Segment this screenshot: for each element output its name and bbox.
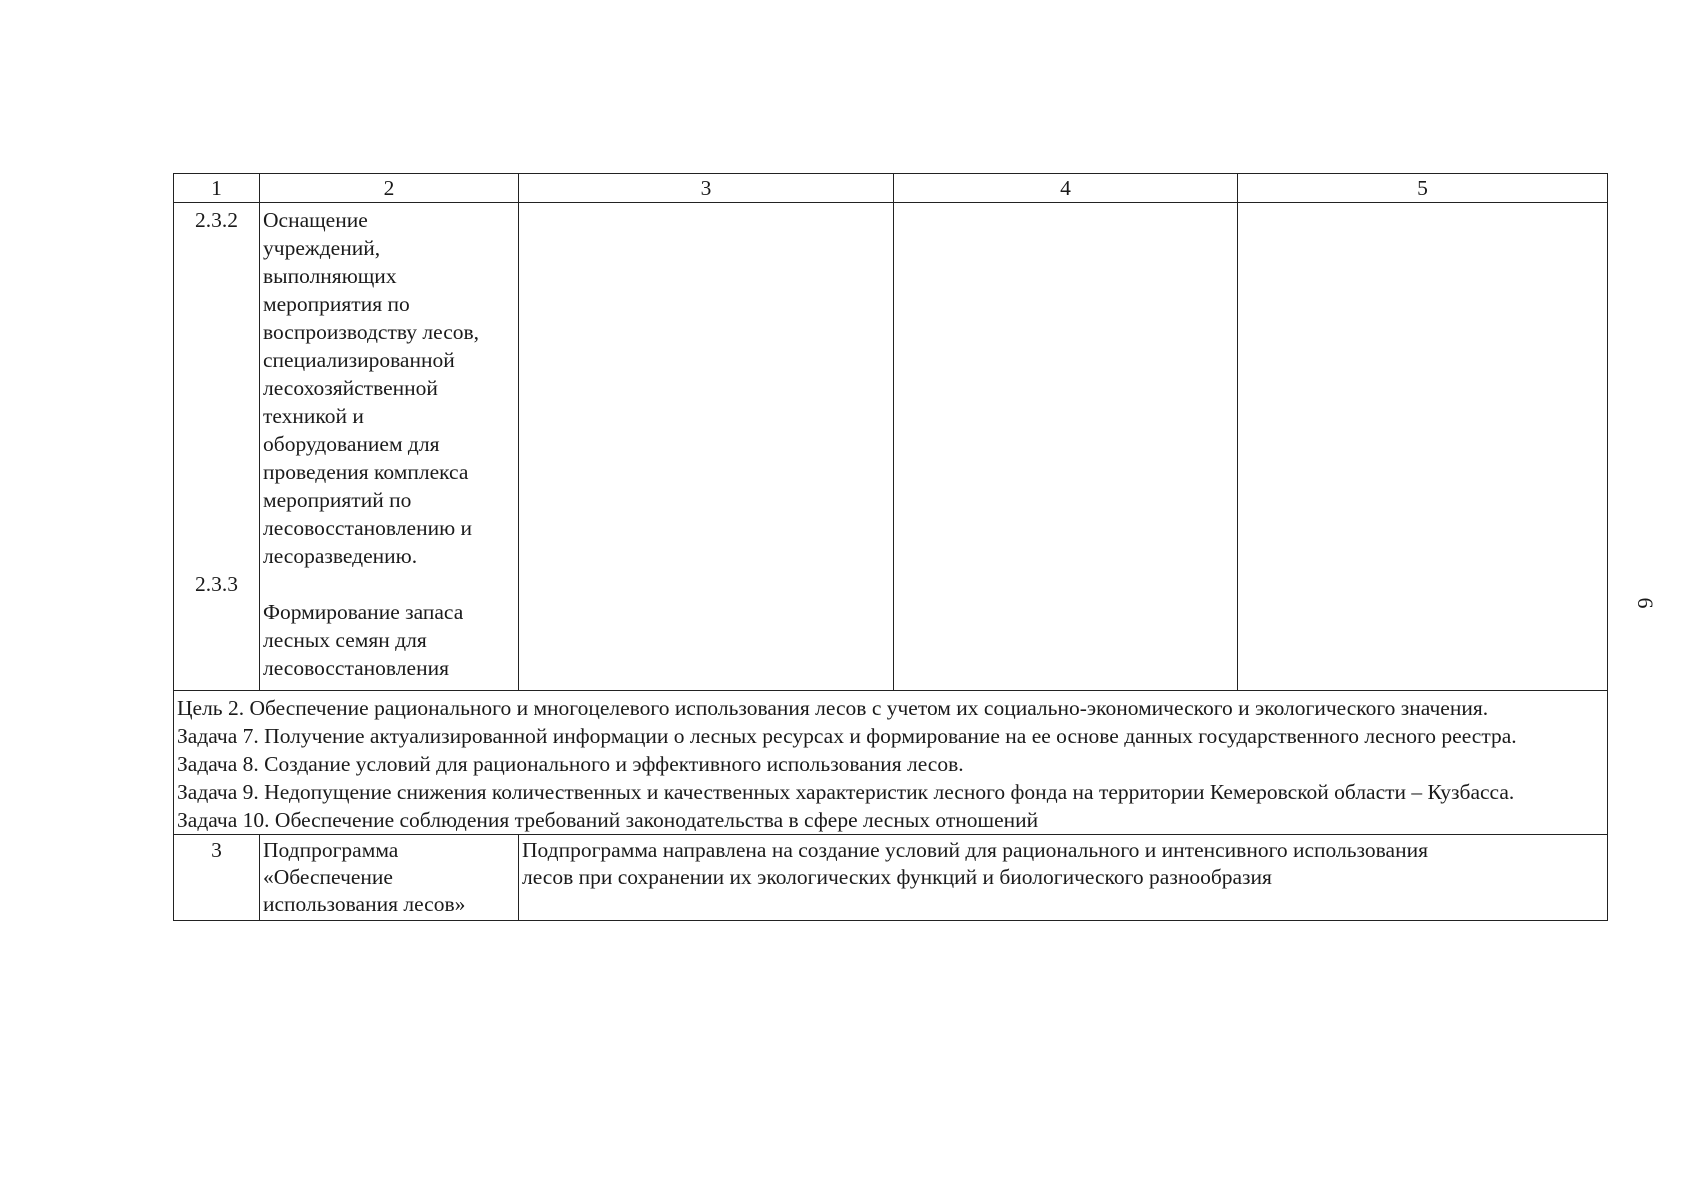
task-7-text: Задача 7. Получение актуализированной информации о лесных ресурсах и формирование на ее основе данных государственного лесного реестра. — [177, 724, 1517, 748]
subprogram-description — [519, 835, 1608, 921]
item-number: 2.3.3 — [195, 572, 238, 596]
goal-cell — [174, 691, 1608, 835]
item-name-line: Оснащение — [263, 208, 368, 232]
item-name-line: лесовосстановления — [263, 656, 449, 680]
item-name-line: учреждений, — [263, 236, 381, 260]
subprogram-row — [174, 835, 1608, 921]
item-name-line: воспроизводству лесов, — [263, 320, 480, 344]
subprogram-name-line: использования лесов» — [263, 892, 466, 916]
item-name-line: мероприятия по — [263, 292, 410, 316]
header-row — [174, 174, 1608, 203]
column-3-cell — [519, 203, 894, 691]
item-name — [263, 206, 515, 570]
item-name-line: проведения комплекса — [263, 460, 469, 484]
program-table — [173, 173, 1608, 921]
item-names-cell — [260, 203, 519, 691]
column-header-4: 4 — [894, 174, 1238, 203]
subprogram-description-line: Подпрограмма направлена на создание условий для рационального и интенсивного использования — [522, 838, 1428, 862]
goal-row — [174, 691, 1608, 835]
item-name-line: лесных семян для — [263, 628, 427, 652]
task-8-text: Задача 8. Создание условий для рационального и эффективного использования лесов. — [177, 752, 964, 776]
items-row — [174, 203, 1608, 691]
goal-text: Цель 2. Обеспечение рационального и многоцелевого использования лесов с учетом их социально-экономического и экологического значения. — [177, 696, 1489, 720]
column-header-2: 2 — [260, 174, 519, 203]
column-5-cell — [1238, 203, 1608, 691]
column-4-cell — [894, 203, 1238, 691]
item-name-line: Формирование запаса — [263, 600, 464, 624]
item-name — [263, 598, 515, 682]
item-name-line: лесохозяйственной — [263, 376, 438, 400]
spacer — [263, 570, 515, 598]
column-header-1: 1 — [174, 174, 260, 203]
item-name-line: лесоразведению. — [263, 544, 418, 568]
item-name-line: специализированной — [263, 348, 455, 372]
item-name-line: техникой и — [263, 404, 364, 428]
column-header-3: 3 — [519, 174, 894, 203]
item-numbers-cell — [174, 203, 260, 691]
task-9-text: Задача 9. Недопущение снижения количественных и качественных характеристик лесного фонда на территории Кемеровской области – Кузбасса. — [177, 780, 1515, 804]
item-name-line: выполняющих — [263, 264, 397, 288]
spacer — [177, 234, 256, 570]
item-name-line: лесовосстановлению и — [263, 516, 473, 540]
task-10-text: Задача 10. Обеспечение соблюдения требований законодательства в сфере лесных отношений — [177, 808, 1039, 832]
item-name-line: оборудованием для — [263, 432, 440, 456]
subprogram-name-line: Подпрограмма — [263, 838, 399, 862]
page-number: 6 — [1633, 597, 1658, 609]
item-name-line: мероприятий по — [263, 488, 412, 512]
column-header-5: 5 — [1238, 174, 1608, 203]
subprogram-description-line: лесов при сохранении их экологических функций и биологического разнообразия — [522, 865, 1272, 889]
subprogram-number: 3 — [174, 835, 260, 921]
item-number: 2.3.2 — [195, 208, 238, 232]
subprogram-name — [260, 835, 519, 921]
subprogram-name-line: «Обеспечение — [263, 865, 393, 889]
